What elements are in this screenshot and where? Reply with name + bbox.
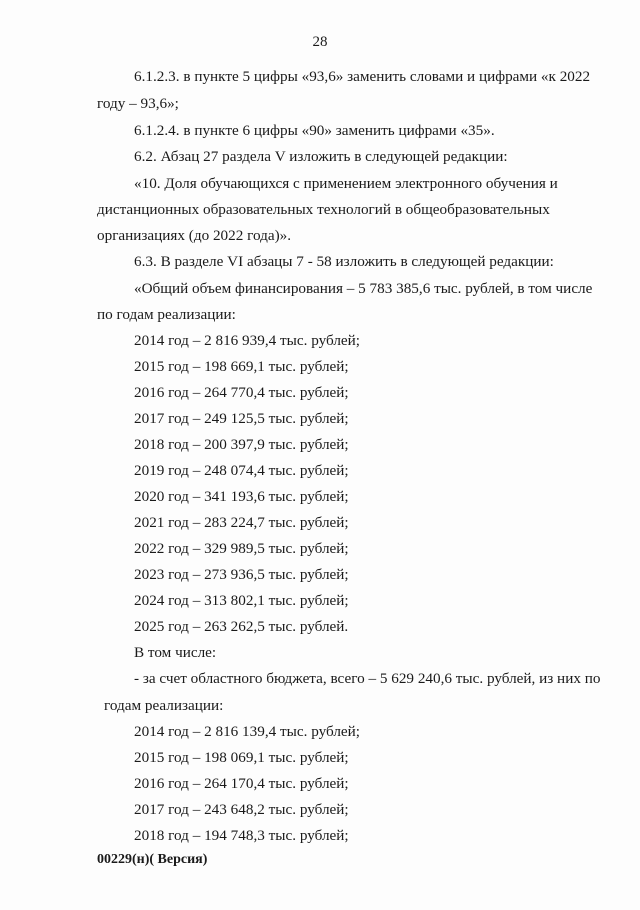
year-line: 2022 год – 329 989,5 тыс. рублей; <box>134 540 349 557</box>
regional-budget-line1: - за счет областного бюджета, всего – 5 629 240,6 тыс. рублей, из них по <box>134 670 601 687</box>
year-line: 2020 год – 341 193,6 тыс. рублей; <box>134 488 349 505</box>
year-line: 2015 год – 198 669,1 тыс. рублей; <box>134 358 349 375</box>
page-number: 28 <box>312 34 328 50</box>
year-line: 2018 год – 200 397,9 тыс. рублей; <box>134 436 349 453</box>
year-line: 2023 год – 273 936,5 тыс. рублей; <box>134 566 349 583</box>
year-line: 2019 год – 248 074,4 тыс. рублей; <box>134 462 349 479</box>
including-label: В том числе: <box>134 644 217 661</box>
year-line: 2025 год – 263 262,5 тыс. рублей. <box>134 618 349 635</box>
quote-10-line2: дистанционных образовательных технологий в общеобразовательных <box>97 201 550 218</box>
year-line: 2016 год – 264 770,4 тыс. рублей; <box>134 384 349 401</box>
quote-10-line1: «10. Доля обучающихся с применением электронного обучения и <box>134 175 558 192</box>
paragraph-6-1-2-3-line1: 6.1.2.3. в пункте 5 цифры «93,6» заменить словами и цифрами «к 2022 <box>134 68 591 85</box>
paragraph-6-2: 6.2. Абзац 27 раздела V изложить в следующей редакции: <box>134 148 508 165</box>
year-line: 2021 год – 283 224,7 тыс. рублей; <box>134 514 349 531</box>
financing-line2: по годам реализации: <box>97 306 236 323</box>
year-line: 2017 год – 243 648,2 тыс. рублей; <box>134 801 349 818</box>
paragraph-6-1-2-4: 6.1.2.4. в пункте 6 цифры «90» заменить цифрами «35». <box>134 122 495 139</box>
year-line: 2016 год – 264 170,4 тыс. рублей; <box>134 775 349 792</box>
year-line: 2017 год – 249 125,5 тыс. рублей; <box>134 410 349 427</box>
document-footer: 00229(н)( Версия) <box>97 852 208 867</box>
financing-line1: «Общий объем финансирования – 5 783 385,6 тыс. рублей, в том числе <box>134 280 593 297</box>
paragraph-6-3: 6.3. В разделе VI абзацы 7 - 58 изложить в следующей редакции: <box>134 253 554 270</box>
year-line: 2014 год – 2 816 139,4 тыс. рублей; <box>134 723 361 740</box>
year-line: 2014 год – 2 816 939,4 тыс. рублей; <box>134 332 361 349</box>
year-line: 2015 год – 198 069,1 тыс. рублей; <box>134 749 349 766</box>
quote-10-line3: организациях (до 2022 года)». <box>97 227 292 244</box>
paragraph-6-1-2-3-line2: году – 93,6»; <box>97 95 179 112</box>
year-line: 2024 год – 313 802,1 тыс. рублей; <box>134 592 349 609</box>
year-line: 2018 год – 194 748,3 тыс. рублей; <box>134 827 349 844</box>
regional-budget-line2: годам реализации: <box>104 697 224 714</box>
